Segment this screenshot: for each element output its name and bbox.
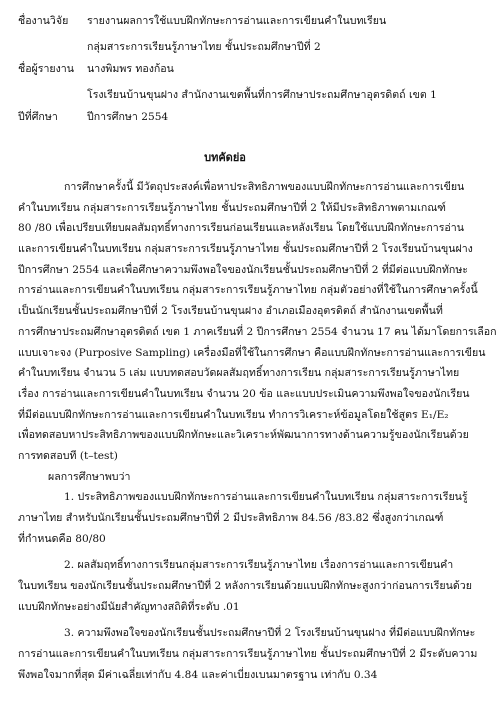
reporter-row — [18, 62, 438, 104]
reporter-label: ชื่อผู้รายงาน — [18, 62, 74, 75]
result-1-line: ภาษาไทย สำหรับนักเรียนชั้นประถมศึกษาปีที่ 2 มีประสิทธิภาพ 84.56 /83.82 ซึ่งสูงกว่าเกณฑ์ — [18, 512, 444, 524]
reporter-school: โรงเรียนบ้านขุนฝาง สำนักงานเขตพื้นที่การศึกษาประถมศึกษาอุตรดิตถ์ เขต 1 — [87, 88, 437, 101]
research-name-value — [87, 14, 438, 56]
year-label: ปีที่ศึกษา — [18, 110, 58, 123]
result-3-line: การอ่านและการเขียนคำในบทเรียน กลุ่มสาระการเรียนรู้ภาษาไทย ชั้นประถมศึกษาปีที่ 2 มีระดับความ — [18, 648, 478, 661]
research-name-line: รายงานผลการใช้แบบฝึกทักษะการอ่านและการเขียนคำในบทเรียน — [87, 15, 387, 27]
abstract-line: การทดสอบที (t–test) — [18, 449, 118, 462]
result-1-line: 1. ประสิทธิภาพของแบบฝึกทักษะการอ่านและการเขียนคำในบทเรียน กลุ่มสาระการเรียนรู้ — [64, 491, 468, 504]
abstract-title: บทคัดย่อ — [204, 151, 246, 164]
result-2-line: 2. ผลสัมฤทธิ์ทางการเรียนกลุ่มสาระการเรียนรู้ภาษาไทย เรื่องการอ่านและการเขียนคำ — [64, 559, 454, 572]
abstract-line: การอ่านและการเขียนคำในบทเรียน กลุ่มสาระการเรียนรู้ภาษาไทย กลุ่มตัวอย่างที่ใช้ในการศึกษาครั้งนี้ — [18, 284, 478, 297]
abstract-line: 80 /80 เพื่อเปรียบเทียบผลสัมฤทธิ์ทางการเรียนก่อนเรียนและหลังเรียน โดยใช้แบบฝึกทักษะการอ่าน — [18, 222, 464, 235]
abstract-line: คำในบทเรียน จำนวน 5 เล่ม แบบทดสอบวัดผลสัมฤทธิ์ทางการเรียน กลุ่มสาระการเรียนรู้ภาษาไทย — [18, 367, 460, 380]
research-name-label: ชื่องานวิจัย — [18, 15, 69, 27]
abstract-line: และการเขียนคำในบทเรียน กลุ่มสาระการเรียนรู้ภาษาไทย ชั้นประถมศึกษาปีที่ 2 โรงเรียนบ้านขุนฝาง — [18, 243, 473, 256]
abstract-line: การศึกษาประถมศึกษาอุตรดิตถ์ เขต 1 ภาคเรียนที่ 2 ปีการศึกษา 2554 จำนวน 17 คน ได้มาโดยการเลือก — [18, 325, 497, 338]
abstract-line: เพื่อทดสอบหาประสิทธิภาพของแบบฝึกทักษะและวิเคราะห์พัฒนาการทางด้านความรู้ของนักเรียนด้วย — [18, 429, 469, 442]
result-1-line: ที่กำหนดคือ 80/80 — [18, 532, 106, 545]
abstract-line: เป็นนักเรียนชั้นประถมศึกษาปีที่ 2 โรงเรียนบ้านขุนฝาง อำเภอเมืองอุตรดิตถ์ สำนักงานเขตพื้นที่ — [18, 305, 443, 318]
abstract-body — [18, 180, 497, 689]
abstract-line: เรื่อง การอ่านและการเขียนคำในบทเรียน จำนวน 20 ข้อ และแบบประเมินความพึงพอใจของนักเรียน — [18, 387, 470, 400]
result-3-line: 3. ความพึงพอใจของนักเรียนชั้นประถมศึกษาปีที่ 2 โรงเรียนบ้านขุนฝาง ที่มีต่อแบบฝึกทักษะ — [64, 627, 476, 640]
result-2-line: แบบฝึกทักษะอย่างมีนัยสำคัญทางสถิติที่ระดับ .01 — [18, 600, 240, 613]
abstract-line: คำในบทเรียน กลุ่มสาระการเรียนรู้ภาษาไทย ชั้นประถมศึกษาปีที่ 2 ให้มีประสิทธิภาพตามเกณฑ์ — [18, 201, 446, 214]
reporter-value — [87, 62, 438, 104]
reporter-name: นางพิมพร ทองก้อน — [87, 62, 174, 75]
abstract-line: แบบเจาะจง (Purposive Sampling) เครื่องมือที่ใช้ในการศึกษา คือแบบฝึกทักษะการอ่านและการเขียน — [18, 346, 486, 359]
result-3-line: พึงพอใจมากที่สุด มีค่าเฉลี่ยเท่ากับ 4.84 และค่าเบี่ยงเบนมาตรฐาน เท่ากับ 0.34 — [18, 668, 378, 681]
year-row — [18, 110, 438, 126]
document-metadata — [18, 14, 438, 131]
research-name-line: กลุ่มสาระการเรียนรู้ภาษาไทย ชั้นประถมศึกษาปีที่ 2 — [87, 40, 321, 53]
results-heading: ผลการศึกษาพบว่า — [48, 470, 131, 483]
abstract-line: ปีการศึกษา 2554 และเพื่อศึกษาความพึงพอใจของนักเรียนชั้นประถมศึกษาปีที่ 2 ที่มีต่อแบบฝึกทักษะ — [18, 263, 468, 276]
year-value: ปีการศึกษา 2554 — [87, 110, 169, 123]
abstract-line: ที่มีต่อแบบฝึกทักษะการอ่านและการเขียนคำในบทเรียน ทำการวิเคราะห์ข้อมูลโดยใช้สูตร E₁/E₂ — [18, 408, 449, 421]
result-2-line: ในบทเรียน ของนักเรียนชั้นประถมศึกษาปีที่ 2 หลังการเรียนด้วยแบบฝึกทักษะสูงกว่าก่อนการเรียนด้วย — [18, 580, 472, 593]
research-name-row — [18, 14, 438, 56]
abstract-line: การศึกษาครั้งนี้ มีวัตถุประสงค์เพื่อหาประสิทธิภาพของแบบฝึกทักษะการอ่านและการเขียน — [64, 181, 465, 193]
